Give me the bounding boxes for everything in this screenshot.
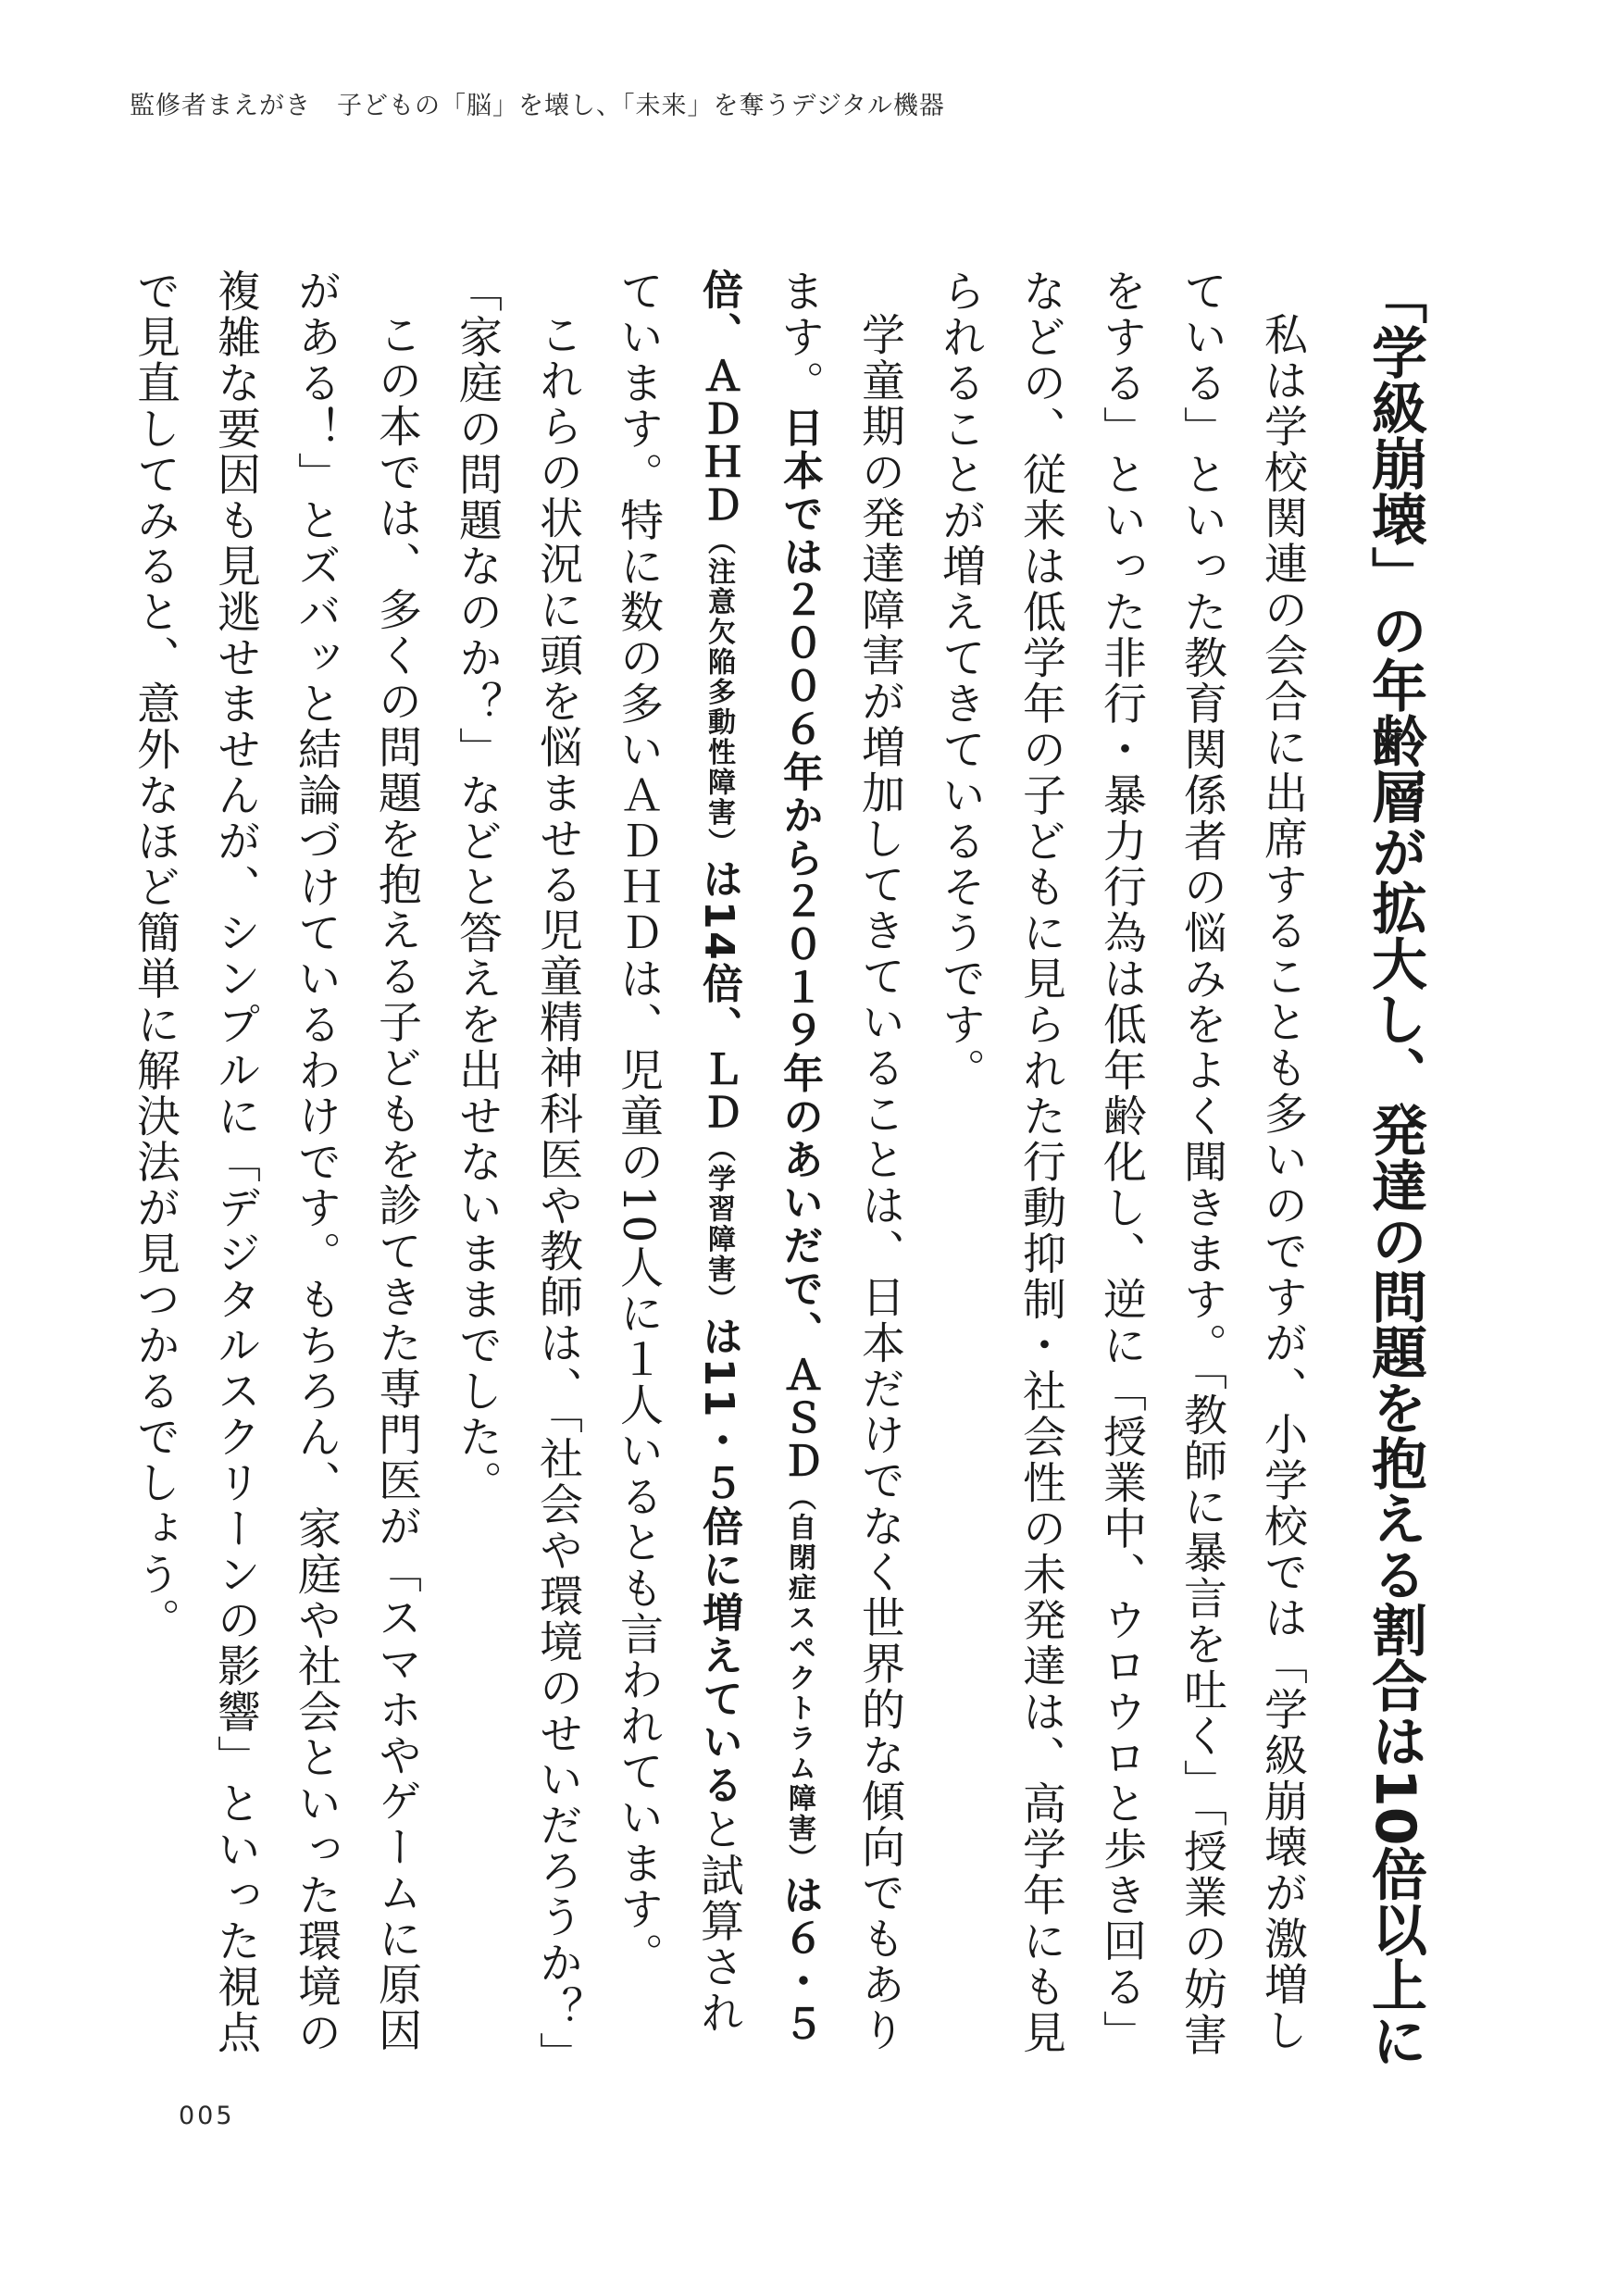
stat-asd: 日本では２００６年から２０１９年のあいだで、ＡＳＤ: [776, 406, 823, 1482]
running-head: 監修者まえがき 子どもの「脳」を壊し、「未来」を奪うデジタル機器: [130, 92, 945, 120]
section-heading: 「学級崩壊」の年齢層が拡大し、発達の問題を抱える割合は10倍以上に: [1363, 268, 1427, 2068]
paragraph-2-intro: 学童期の発達障害が増加してきていることは、日本だけでなく世界的な傾向でもあります。: [774, 268, 905, 2053]
paragraph-2-tail: と試算されています。特に数の多いＡＤＨＤは、児童の10人に１人いるとも言われています。: [613, 268, 744, 2036]
note-adhd: （注意欠陥多動性障害）: [703, 527, 735, 858]
paragraph-3: これらの状況に頭を悩ませる児童精神科医や教師は、「社会や環境のせいだろうか？」「家庭の問題なのか？」などと答えを出せないままでした。: [452, 268, 583, 2056]
stat-ld-rate: は11・５倍に増えている: [695, 1315, 742, 1807]
note-ld: （学習障害）: [703, 1134, 735, 1316]
stat-adhd: は６・５倍、ＡＤＨＤ: [695, 268, 823, 2046]
paragraph-4: この本では、多くの問題を抱える子どもを診てきた専門医が「スマホやゲームに原因がある！」とズバッと結論づけているわけです。もちろん、家庭や社会といった環境の複雑な要因も見逃せませんが、シンプルに「デジタルスクリーンの影響」といった視点で見直してみると、意外なほど簡単に解決法が見つかるでしょう。: [130, 268, 422, 2056]
stat-ld: は14倍、ＬＤ: [695, 857, 742, 1135]
page-number: 005: [179, 2102, 235, 2130]
paragraph-2: [598, 268, 920, 2074]
paragraph-1: 私は学校関連の会合に出席することも多いのですが、小学校では「学級崩壊が激増している」といった教育関係者の悩みをよく聞きます。「教師に暴言を吐く」「授業の妨害をする」といった非行・暴力行為は低年齢化し、逆に「授業中、ウロウロと歩き回る」などの、従来は低学年の子どもに見られた行動抑制・社会性の未発達は、高学年にも見られることが増えてきているそうです。: [935, 268, 1308, 2058]
page-body: [130, 268, 1439, 2074]
note-asd: （自閉症スペクトラム障害）: [783, 1482, 815, 1874]
emphasis-statistics: [695, 268, 823, 2046]
